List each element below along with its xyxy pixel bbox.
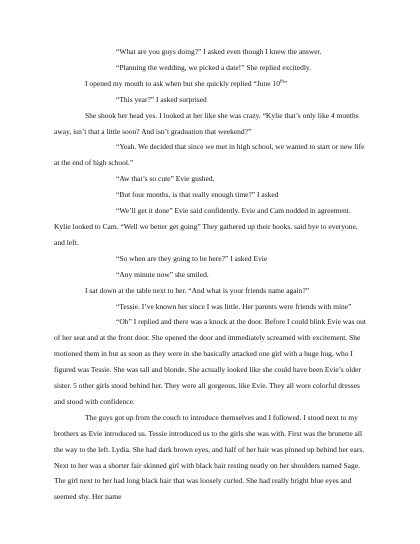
paragraph: “What are you guys doing?” I asked even though I knew the answer. (116, 47, 322, 56)
paragraph: “So when are they going to be here?” I asked Evie (116, 253, 268, 263)
paragraph: She shook her head yes. I looked at her like she was crazy. “Kylie that’s only like 4 months away, isn’t that a little soon? And isn’t graduation that weekend?” (54, 110, 359, 136)
paragraph-text: ” (283, 78, 288, 88)
ordinal-superscript: th (279, 79, 284, 85)
paragraph: “Aw that’s so cute” Evie gushed. (116, 174, 215, 184)
paragraph: “Oh” I replied and there was a knock at the door. Before I could blink Evie was out of her seat and at the front door. She opened the door and immediately screamed with excitement. She motioned them in but as soon as they were in she basically attacked one girl with a huge hug, who I figured was Tessie. She was tall and blonde. She actually looked like she could have been Evie’s older sister. 5 other girls stood behind her. They were all gorgeous, like Evie. They all wore colorful dresses and stood with confidence. (54, 317, 366, 406)
document-page (54, 44, 366, 505)
paragraph: The guys got up from the couch to introduce themselves and I followed. I stood next to my brothers as Evie introduced us. Tessie introduced us to the girls she was with. First was the brunette all the way to the left. Lydia. She had dark brown eyes, and half of her hair was pinned up behind her ears. Next to her was a shorter fair skinned girl with black hair resting neatly on her shoulders named Sage. The girl next to her had long black hair that was loosely curled. She had really bright blue eyes and seemed shy. Her name (54, 412, 365, 502)
paragraph: “Yeah. We decided that since we met in high school, we wanted to start or new life at the end of high school.” (54, 142, 365, 168)
paragraph: “Any minute now” she smiled. (116, 269, 209, 279)
paragraph: “Tessie. I’ve known her since I was little. Her parents were friends with mine” (116, 301, 352, 311)
paragraph: “We’ll get it done” Evie said confidently. Evie and Cam nodded in agreement. Kylie looked to Cam. “Well we better get going” They gathered up their books, said bye to everyone, and left. (54, 206, 358, 247)
paragraph: “This year?” I asked surprised (116, 94, 207, 104)
paragraph-text: I opened my mouth to ask when but she quickly replied “June 10 (85, 78, 280, 88)
paragraph: “Planning the wedding, we picked a date!” She replied excitedly. (116, 62, 312, 72)
paragraph (54, 76, 366, 92)
paragraph: I sat down at the table next to her. “And what is your friends name again?” (85, 285, 310, 295)
paragraph: “But four months, is that really enough time?” I asked (116, 190, 279, 200)
